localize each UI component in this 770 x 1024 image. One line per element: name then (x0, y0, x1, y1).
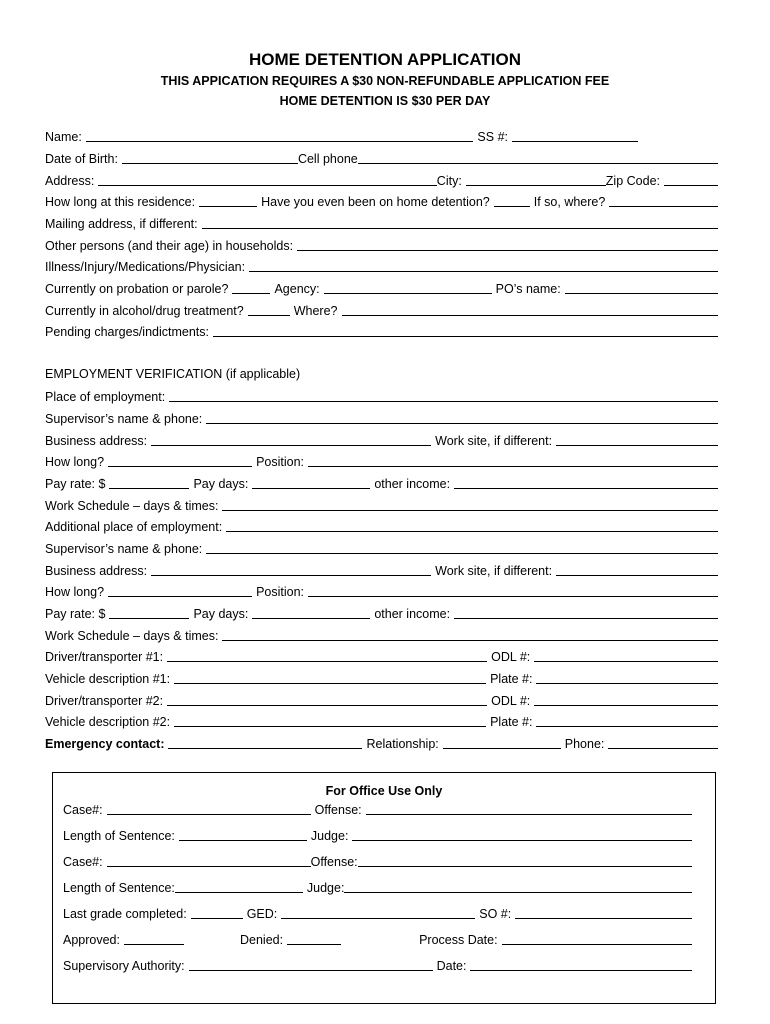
denied-label: Denied: (239, 933, 284, 947)
approved-label: Approved: (63, 933, 120, 947)
prior-detention-field[interactable] (494, 195, 530, 207)
pay-days-field[interactable] (252, 477, 370, 489)
vehicle2-row (45, 713, 722, 729)
ged-field[interactable] (281, 907, 475, 919)
cell-field[interactable] (358, 152, 718, 164)
city-label: City: (436, 174, 462, 188)
case1-field[interactable] (107, 803, 311, 815)
emergency-field[interactable] (168, 737, 362, 749)
how-long-field[interactable] (108, 455, 252, 467)
household-row (45, 237, 722, 253)
pay-rate2-field[interactable] (109, 607, 189, 619)
residence-row (45, 193, 722, 209)
pay-rate-label: Pay rate: $ (45, 477, 106, 491)
office-approval-row (63, 931, 696, 947)
vehicle2-field[interactable] (174, 715, 486, 727)
name-row (45, 128, 722, 144)
zip-field[interactable] (664, 174, 718, 186)
business-label: Business address: (45, 434, 148, 448)
employment-heading: EMPLOYMENT VERIFICATION (if applicable) (45, 367, 301, 381)
grade-label: Last grade completed: (63, 907, 187, 921)
so-field[interactable] (515, 907, 692, 919)
date-field[interactable] (470, 959, 692, 971)
so-label: SO #: (479, 907, 512, 921)
plate2-label: Plate #: (490, 715, 533, 729)
denied-field[interactable] (287, 933, 341, 945)
driver1-field[interactable] (167, 650, 487, 662)
schedule-field[interactable] (222, 499, 718, 511)
employment-place-row (45, 388, 722, 404)
business2-label: Business address: (45, 564, 148, 578)
process-date-label: Process Date: (419, 933, 498, 947)
business2-field[interactable] (151, 564, 431, 576)
residence-length-label: How long at this residence: (45, 195, 196, 209)
office-case2-row (63, 853, 696, 869)
schedule-label: Work Schedule – days & times: (45, 499, 219, 513)
household-field[interactable] (297, 239, 718, 251)
fee-notice: THIS APPICATION REQUIRES A $30 NON-REFUNDABLE APPLICATION FEE (160, 74, 610, 88)
authority-field[interactable] (189, 959, 433, 971)
prior-where-field[interactable] (609, 195, 718, 207)
pay-row (45, 475, 722, 491)
employment-place-label: Place of employment: (45, 390, 166, 404)
approved-field[interactable] (124, 933, 184, 945)
relationship-field[interactable] (443, 737, 561, 749)
office-use-heading: For Office Use Only (325, 784, 443, 798)
supervisor-row (45, 410, 722, 426)
offense2-label: Offense: (310, 855, 358, 869)
how-long2-row (45, 583, 722, 599)
pay-days2-label: Pay days: (193, 607, 249, 621)
worksite2-label: Work site, if different: (435, 564, 553, 578)
judge1-field[interactable] (352, 829, 692, 841)
how-long2-field[interactable] (108, 585, 252, 597)
authority-label: Supervisory Authority: (63, 959, 185, 973)
schedule2-field[interactable] (222, 629, 718, 641)
odl1-field[interactable] (534, 650, 718, 662)
vehicle1-row (45, 670, 722, 686)
probation-row (45, 280, 722, 296)
pending-label: Pending charges/indictments: (45, 325, 209, 339)
sentence2-label: Length of Sentence: (63, 881, 175, 895)
prior-where-label: If so, where? (533, 195, 606, 209)
worksite-label: Work site, if different: (435, 434, 553, 448)
case2-field[interactable] (107, 855, 311, 867)
sentence1-label: Length of Sentence: (63, 829, 175, 843)
employment-place-field[interactable] (169, 390, 718, 402)
name-label: Name: (45, 130, 82, 144)
odl2-field[interactable] (534, 694, 718, 706)
ss-field[interactable] (512, 130, 638, 142)
other-income-field[interactable] (454, 477, 718, 489)
supervisor2-field[interactable] (206, 542, 718, 554)
sentence2-field[interactable] (175, 881, 303, 893)
agency-field[interactable] (324, 282, 492, 294)
schedule2-row (45, 627, 722, 643)
ss-label: SS #: (477, 130, 508, 144)
office-grade-row (63, 905, 696, 921)
supervisor2-row (45, 540, 722, 556)
driver1-row (45, 648, 722, 664)
additional-place-row (45, 518, 722, 534)
address-row (45, 172, 722, 188)
judge1-label: Judge: (310, 829, 349, 843)
offense1-label: Offense: (314, 803, 362, 817)
name-field[interactable] (86, 130, 474, 142)
office-authority-row (63, 957, 696, 973)
illness-row (45, 258, 722, 274)
treatment-field[interactable] (248, 304, 290, 316)
prior-detention-label: Have you even been on home detention? (261, 195, 490, 209)
vehicle2-label: Vehicle description #2: (45, 715, 171, 729)
driver1-label: Driver/transporter #1: (45, 650, 164, 664)
supervisor-label: Supervisor’s name & phone: (45, 412, 203, 426)
offense1-field[interactable] (366, 803, 692, 815)
other-income2-field[interactable] (454, 607, 718, 619)
plate2-field[interactable] (536, 715, 718, 727)
schedule-row (45, 497, 722, 513)
po-field[interactable] (565, 282, 718, 294)
probation-field[interactable] (232, 282, 270, 294)
emergency-row (45, 735, 722, 751)
mailing-label: Mailing address, if different: (45, 217, 198, 231)
city-field[interactable] (466, 174, 606, 186)
phone-label: Phone: (564, 737, 605, 751)
pay-rate-field[interactable] (109, 477, 189, 489)
schedule2-label: Work Schedule – days & times: (45, 629, 219, 643)
probation-label: Currently on probation or parole? (45, 282, 229, 296)
driver2-row (45, 692, 722, 708)
treatment-where-label: Where? (293, 304, 338, 318)
plate1-label: Plate #: (490, 672, 533, 686)
business-row (45, 432, 722, 448)
process-date-field[interactable] (502, 933, 692, 945)
address-label: Address: (45, 174, 95, 188)
supervisor-field[interactable] (206, 412, 718, 424)
illness-label: Illness/Injury/Medications/Physician: (45, 260, 246, 274)
pending-field[interactable] (213, 325, 718, 337)
address-field[interactable] (98, 174, 436, 186)
office-use-box (52, 772, 716, 1004)
position-label: Position: (256, 455, 305, 469)
worksite2-field[interactable] (556, 564, 718, 576)
judge2-label: Judge: (306, 881, 345, 895)
odl2-label: ODL #: (491, 694, 531, 708)
other-income2-label: other income: (374, 607, 451, 621)
grade-field[interactable] (191, 907, 243, 919)
emergency-label: Emergency contact: (45, 737, 165, 751)
other-income-label: other income: (374, 477, 451, 491)
form-title: HOME DETENTION APPLICATION (249, 50, 521, 69)
judge2-field[interactable] (344, 881, 692, 893)
date-label: Date: (436, 959, 467, 973)
illness-field[interactable] (249, 260, 718, 272)
offense2-field[interactable] (358, 855, 692, 867)
case1-label: Case#: (63, 803, 103, 817)
ged-label: GED: (246, 907, 278, 921)
business2-row (45, 562, 722, 578)
treatment-row (45, 302, 722, 318)
mailing-row (45, 215, 722, 231)
po-label: PO’s name: (495, 282, 561, 296)
mailing-field[interactable] (202, 217, 718, 229)
position2-field[interactable] (308, 585, 718, 597)
rate-notice: HOME DETENTION IS $30 PER DAY (279, 94, 491, 108)
case2-label: Case#: (63, 855, 103, 869)
worksite-field[interactable] (556, 434, 718, 446)
additional-place-label: Additional place of employment: (45, 520, 223, 534)
pay2-row (45, 605, 722, 621)
plate1-field[interactable] (536, 672, 718, 684)
additional-place-field[interactable] (226, 520, 718, 532)
treatment-where-field[interactable] (342, 304, 719, 316)
cell-label: Cell phone (297, 152, 358, 166)
driver2-field[interactable] (167, 694, 487, 706)
treatment-label: Currently in alcohol/drug treatment? (45, 304, 244, 318)
driver2-label: Driver/transporter #2: (45, 694, 164, 708)
position2-label: Position: (256, 585, 305, 599)
vehicle1-label: Vehicle description #1: (45, 672, 171, 686)
how-long-row (45, 453, 722, 469)
pending-row (45, 323, 722, 339)
zip-label: Zip Code: (605, 174, 660, 188)
business-field[interactable] (151, 434, 431, 446)
relationship-label: Relationship: (366, 737, 439, 751)
agency-label: Agency: (274, 282, 320, 296)
sentence1-field[interactable] (179, 829, 307, 841)
office-sentence1-row (63, 827, 696, 843)
pay-days2-field[interactable] (252, 607, 370, 619)
supervisor2-label: Supervisor’s name & phone: (45, 542, 203, 556)
dob-label: Date of Birth: (45, 152, 118, 166)
position-field[interactable] (308, 455, 718, 467)
how-long-label: How long? (45, 455, 105, 469)
how-long2-label: How long? (45, 585, 105, 599)
vehicle1-field[interactable] (174, 672, 486, 684)
household-label: Other persons (and their age) in households: (45, 239, 294, 253)
dob-field[interactable] (122, 152, 298, 164)
phone-field[interactable] (608, 737, 718, 749)
office-sentence2-row (63, 879, 696, 895)
dob-row (45, 150, 722, 166)
pay-rate2-label: Pay rate: $ (45, 607, 106, 621)
odl1-label: ODL #: (491, 650, 531, 664)
residence-length-field[interactable] (199, 195, 257, 207)
pay-days-label: Pay days: (193, 477, 249, 491)
office-case1-row (63, 801, 696, 817)
